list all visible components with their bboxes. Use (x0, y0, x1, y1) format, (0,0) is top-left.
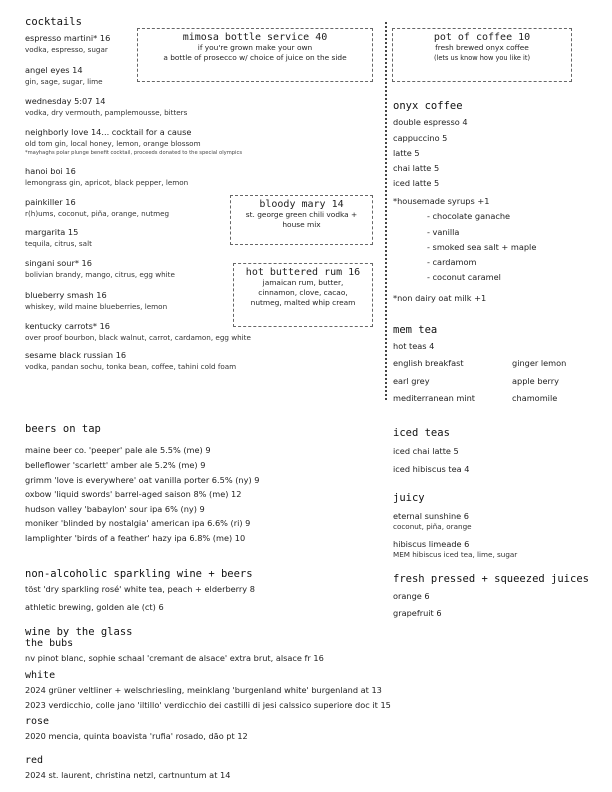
non-alcoholic-item: töst 'dry sparkling rosé' white tea, peach + elderberry 8 (25, 584, 255, 594)
cocktail-desc: whiskey, wild maine blueberries, lemon (25, 302, 168, 311)
tea-item: ginger lemon (512, 358, 567, 368)
beer-item: hudson valley 'babaylon' sour ipa 6% (ny) 9 (25, 504, 205, 514)
coffee-pot-line: fresh brewed onyx coffee (435, 43, 529, 52)
non-alcoholic-item: athletic brewing, golden ale (ct) 6 (25, 602, 164, 612)
iced-teas-heading: iced teas (393, 427, 450, 439)
cocktail-name: blueberry smash 16 (25, 290, 107, 300)
wine-section-label: the bubs (25, 638, 74, 649)
wine-item: 2020 mencia, quinta boavista 'rufia' rosado, dão pt 12 (25, 731, 248, 741)
cocktail-desc: tequila, citrus, salt (25, 239, 92, 248)
cocktail-name: espresso martini* 16 (25, 33, 111, 43)
fresh-juices-heading: fresh pressed + squeezed juices (393, 573, 589, 585)
juice-desc: MEM hibiscus iced tea, lime, sugar (393, 550, 518, 559)
wine-section-label: white (25, 670, 56, 681)
syrup-item: - cardamom (427, 257, 477, 267)
juice-name: eternal sunshine 6 (393, 511, 470, 521)
mimosa-line: a bottle of prosecco w/ choice of juice on the side (163, 53, 347, 62)
cocktail-name: wednesday 5:07 14 (25, 96, 106, 106)
bloody-mary-title: bloody mary 14 (259, 199, 344, 210)
coffee-item: chai latte 5 (393, 163, 440, 173)
tea-item: earl grey (393, 376, 430, 386)
juice-name: hibiscus limeade 6 (393, 539, 470, 549)
tea-item: english breakfast (393, 358, 464, 368)
syrup-item: - chocolate ganache (427, 211, 511, 221)
coffee-pot-line: (lets us know how you like it) (433, 54, 531, 62)
onyx-heading: onyx coffee (393, 100, 463, 112)
tea-item: mediterranean mint (393, 393, 476, 403)
cocktail-desc: over proof bourbon, black walnut, carrot, cardamon, egg white (25, 333, 251, 342)
wine-section-label: red (25, 755, 44, 766)
cocktail-desc: bolivian brandy, mango, citrus, egg white (25, 270, 175, 279)
cocktail-name: neighborly love 14... cocktail for a cause (25, 127, 192, 137)
hot-buttered-rum-title: hot buttered rum 16 (245, 267, 361, 278)
cocktail-name: angel eyes 14 (25, 65, 83, 75)
hot-buttered-rum-line: nutmeg, malted whip cream (250, 298, 356, 307)
syrup-item: - coconut caramel (427, 272, 501, 282)
coffee-item: double espresso 4 (393, 117, 468, 127)
beer-item: belleflower 'scarlett' amber ale 5.2% (me) 9 (25, 460, 206, 470)
wine-heading: wine by the glass (25, 626, 133, 638)
beer-item: maine beer co. 'peeper' pale ale 5.5% (me) 9 (25, 445, 211, 455)
wine-item: 2024 st. laurent, christina netzl, cartnuntum at 14 (25, 770, 231, 780)
bloody-mary-line: house mix (282, 220, 321, 229)
iced-tea-item: iced hibiscus tea 4 (393, 464, 470, 474)
bloody-mary-line: st. george green chili vodka + (245, 210, 358, 219)
beer-item: grimm 'love is everywhere' oat vanilla porter 6.5% (ny) 9 (25, 475, 260, 485)
cocktail-desc: gin, sage, sugar, lime (25, 77, 103, 86)
tea-item: apple berry (512, 376, 559, 386)
cocktail-desc: r(h)ums, coconut, piña, orange, nutmeg (25, 209, 170, 218)
beer-item: oxbow 'liquid swords' barrel-aged saison 8% (me) 12 (25, 489, 242, 499)
wine-section-label: rose (25, 716, 50, 727)
mimosa-box (137, 28, 373, 82)
juicy-heading: juicy (393, 492, 425, 504)
coffee-item: cappuccino 5 (393, 133, 448, 143)
coffee-item: iced latte 5 (393, 178, 440, 188)
wine-item: 2023 verdicchio, colle jano 'iltillo' verdicchio dei castilli di jesi calssico superiore doc it 15 (25, 700, 391, 710)
hot-buttered-rum-box (233, 263, 373, 327)
beer-item: lamplighter 'birds of a feather' hazy ipa 6.8% (me) 10 (25, 533, 246, 543)
cocktail-name: margarita 15 (25, 227, 79, 237)
iced-tea-item: iced chai latte 5 (393, 446, 459, 456)
syrup-item: - vanilla (427, 227, 460, 237)
cocktails-heading: cocktails (25, 16, 82, 28)
cocktail-desc: vodka, dry vermouth, pamplemousse, bitters (25, 108, 188, 117)
bloody-mary-box (230, 195, 373, 245)
cocktail-desc: lemongrass gin, apricot, black pepper, lemon (25, 178, 189, 187)
juice-desc: coconut, piña, orange (393, 522, 472, 531)
fresh-juice-item: grapefruit 6 (393, 608, 442, 618)
coffee-pot-title: pot of coffee 10 (433, 32, 531, 43)
beers-heading: beers on tap (25, 423, 101, 435)
cocktail-name: painkiller 16 (25, 197, 76, 207)
column-divider (385, 22, 387, 400)
cocktail-name: hanoi boi 16 (25, 166, 76, 176)
wine-item: 2024 grüner veltliner + welschriesling, meinklang 'burgenland white' burgenland at 13 (25, 685, 382, 695)
mimosa-title: mimosa bottle service 40 (182, 32, 328, 43)
cocktail-name: singani sour* 16 (25, 258, 92, 268)
hot-buttered-rum-line: jamaican rum, butter, (262, 278, 344, 287)
mem-tea-heading: mem tea (393, 324, 438, 336)
mimosa-line: if you're grown make your own (197, 43, 313, 52)
coffee-item: latte 5 (393, 148, 420, 158)
coffee-pot-box (392, 28, 572, 82)
cocktail-desc: old tom gin, local honey, lemon, orange blossom (25, 139, 201, 148)
non-alcoholic-heading: non-alcoholic sparkling wine + beers (25, 568, 253, 580)
syrups-label: *housemade syrups +1 (393, 196, 490, 206)
cocktail-desc: vodka, pandan sochu, tonka bean, coffee, tahini cold foam (25, 362, 237, 371)
cocktail-desc: vodka, espresso, sugar (25, 45, 108, 54)
fresh-juice-item: orange 6 (393, 591, 430, 601)
wine-item: nv pinot blanc, sophie schaal 'cremant de alsace' extra brut, alsace fr 16 (25, 653, 324, 663)
syrup-item: - smoked sea salt + maple (427, 242, 537, 252)
hot-buttered-rum-line: cinnamon, clove, cacao, (258, 288, 348, 297)
tea-item: chamomile (512, 393, 558, 403)
cocktail-note: *mayhaghs polar plunge benefit cocktail, proceeds donated to the special olympics (25, 150, 243, 156)
oat-milk-note: *non dairy oat milk +1 (393, 293, 487, 303)
beer-item: moniker 'blinded by nostalgia' american ipa 6.6% (ri) 9 (25, 518, 251, 528)
cocktail-name: sesame black russian 16 (25, 350, 127, 360)
hot-teas-label: hot teas 4 (393, 341, 435, 351)
cocktail-name: kentucky carrots* 16 (25, 321, 110, 331)
